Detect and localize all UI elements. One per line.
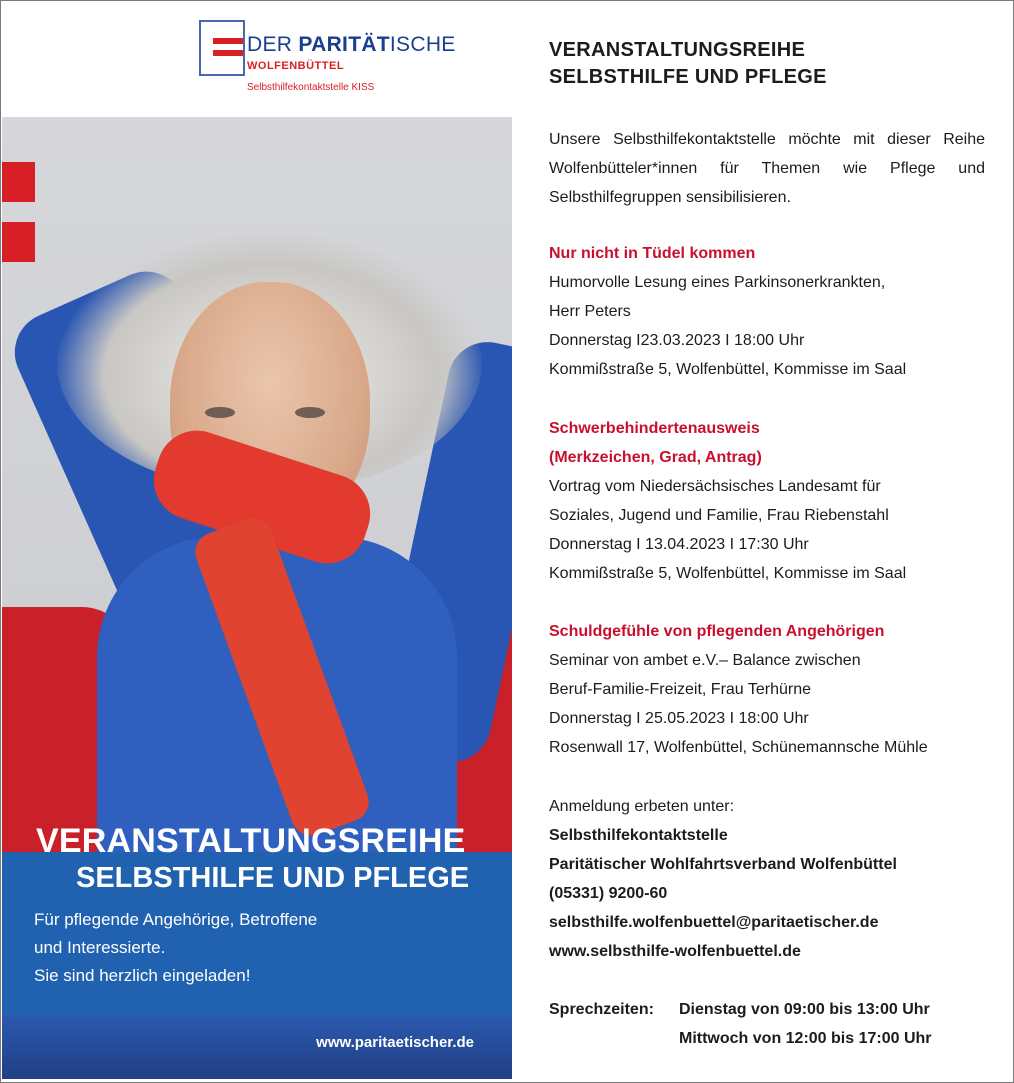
event-location: Kommißstraße 5, Wolfenbüttel, Kommisse im Saal (549, 361, 907, 378)
contact-label: Anmeldung erbeten unter: (549, 798, 735, 815)
eye-right (295, 407, 325, 418)
office-hours-label: Sprechzeiten: (549, 1001, 654, 1018)
event-date: Donnerstag I 13.04.2023 I 17:30 Uhr (549, 536, 809, 553)
logo-mark-icon (199, 20, 245, 76)
poster-text-line: Sie sind herzlich eingeladen! (34, 966, 251, 985)
event-line: Vortrag vom Niedersächsisches Landesamt für (549, 478, 881, 495)
event-line: Herr Peters (549, 303, 631, 320)
info-title (549, 37, 827, 91)
poster-text-line: und Interessierte. (34, 938, 166, 957)
event-title: Nur nicht in Tüdel kommen (549, 245, 756, 262)
contact-org: Selbsthilfekontaktstelle (549, 827, 728, 844)
event-location: Kommißstraße 5, Wolfenbüttel, Kommisse im Saal (549, 565, 907, 582)
contact-block (549, 792, 989, 966)
contact-org-full: Paritätischer Wohlfahrtsverband Wolfenbüttel (549, 856, 897, 873)
contact-website-link[interactable]: www.selbsthilfe-wolfenbuettel.de (549, 943, 801, 960)
info-title-line1: VERANSTALTUNGSREIHE (549, 39, 806, 61)
event-title: Schuldgefühle von pflegenden Angehörigen (549, 623, 885, 640)
office-hours-line: Mittwoch von 12:00 bis 17:00 Uhr (679, 1030, 932, 1047)
event-line: Seminar von ambet e.V.– Balance zwischen (549, 652, 861, 669)
intro-text: Unsere Selbsthilfekontaktstelle möchte mit dieser Reihe Wolfenbütteler*innen für Themen wie Pflege und Selbsthilfegruppen sensibilisieren. (549, 131, 985, 206)
event-location: Rosenwall 17, Wolfenbüttel, Schünemannsche Mühle (549, 739, 928, 756)
poster-title-line2: SELBSTHILFE UND PFLEGE (76, 862, 470, 894)
office-hours-line: Dienstag von 09:00 bis 13:00 Uhr (679, 1001, 930, 1018)
event-date: Donnerstag I23.03.2023 I 18:00 Uhr (549, 332, 805, 349)
poster-title-line1: VERANSTALTUNGSREIHE (36, 822, 466, 860)
event-date: Donnerstag I 25.05.2023 I 18:00 Uhr (549, 710, 809, 727)
eye-left (205, 407, 235, 418)
event-3 (549, 617, 989, 762)
contact-phone[interactable]: (05331) 9200-60 (549, 885, 668, 902)
paritaetische-logo (199, 20, 499, 100)
logo-bar-top (213, 38, 243, 44)
event-1 (549, 239, 989, 384)
logo-city: WOLFENBÜTTEL (247, 60, 345, 72)
event-line: Humorvolle Lesung eines Parkinsonerkrankten, (549, 274, 886, 291)
poster-text-line: Für pflegende Angehörige, Betroffene (34, 910, 318, 929)
poster-photo (2, 117, 512, 1079)
event-line: Beruf-Familie-Freizeit, Frau Terhürne (549, 681, 812, 698)
red-square-2 (2, 222, 35, 262)
contact-email-link[interactable]: selbsthilfe.wolfenbuettel@paritaetischer.de (549, 914, 879, 931)
event-title: (Merkzeichen, Grad, Antrag) (549, 449, 762, 466)
event-title: Schwerbehindertenausweis (549, 420, 760, 437)
logo-bar-bottom (213, 50, 243, 56)
event-2 (549, 414, 989, 588)
poster-website-link[interactable]: www.paritaetischer.de (316, 1034, 474, 1051)
info-title-line2: SELBSTHILFE UND PFLEGE (549, 66, 827, 88)
red-square-1 (2, 162, 35, 202)
event-line: Soziales, Jugend und Familie, Frau Riebenstahl (549, 507, 889, 524)
logo-title: DER PARITÄTISCHE (247, 33, 456, 56)
logo-subtitle: Selbsthilfekontaktstelle KISS (247, 82, 375, 93)
poster-text (34, 906, 484, 990)
